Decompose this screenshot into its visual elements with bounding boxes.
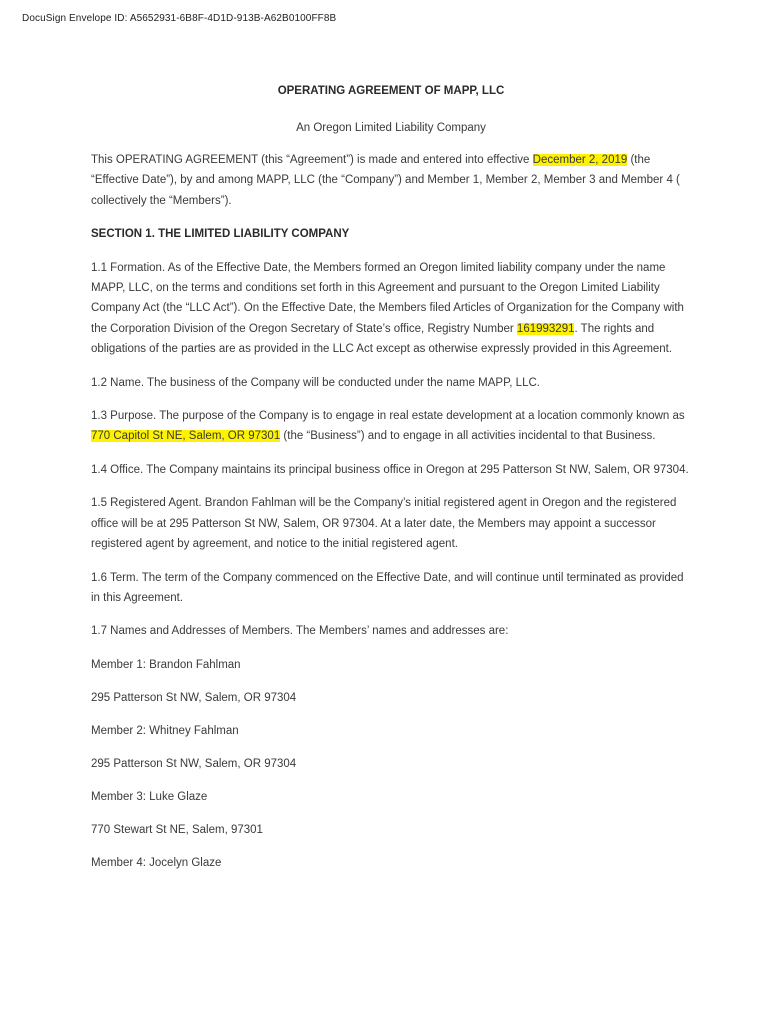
member-4-name: Member 4: Jocelyn Glaze [91,856,222,869]
clause-1-3-post: (the “Business”) and to engage in all activities incidental to that Business. [280,430,656,443]
document-subtitle: An Oregon Limited Liability Company [296,122,486,134]
member-1-address: 295 Patterson St NW, Salem, OR 97304 [91,691,297,704]
clause-1-1-post: . The rights and obligations of the parties are as provided in the LLC Act except as otherwise expressly provided in this Agreement. [91,322,673,356]
clause-1-7: 1.7 Names and Addresses of Members. The Members’ names and addresses are: [91,625,509,638]
intro-paragraph [91,150,691,211]
clause-1-2: 1.2 Name. The business of the Company will be conducted under the name MAPP, LLC. [91,376,540,389]
envelope-id: DocuSign Envelope ID: A5652931-6B8F-4D1D-913B-A62B0100FF8B [22,13,337,24]
intro-pre: This OPERATING AGREEMENT (this “Agreement”) is made and entered into effective [91,154,533,166]
member-2-address: 295 Patterson St NW, Salem, OR 97304 [91,757,297,770]
clause-1-4: 1.4 Office. The Company maintains its principal business office in Oregon at 295 Patterson St NW, Salem, OR 97304. [91,463,689,476]
clause-1-6: 1.6 Term. The term of the Company commenced on the Effective Date, and will continue until terminated as provided in this Agreement. [91,571,684,604]
clause-1-5: 1.5 Registered Agent. Brandon Fahlman will be the Company’s initial registered agent in Oregon and the registered office will be at 295 Patterson St NW, Salem, OR 97304. At a later date, the Members may appoint a successor registered agent by agreement, and notice to the initial registered agent. [91,497,677,551]
clause-1-1 [91,258,691,360]
registry-number-highlight: 161993291 [516,322,575,335]
clause-1-1-pre: 1.1 Formation. As of the Effective Date, the Members formed an Oregon limited liability company under the name MAPP, LLC, on the terms and conditions set forth in this Agreement and pursuant to the Oregon Limited Liability Company Act (the “LLC Act”). On the Effective Date, the Members filed Articles of Organization for the Company with the Corporation Division of the Oregon Secretary of State’s office, Registry Number [91,261,684,335]
member-2-name: Member 2: Whitney Fahlman [91,724,239,737]
member-3-address: 770 Stewart St NE, Salem, 97301 [91,823,263,836]
document-body [91,82,691,886]
intro-post: (the “Effective Date”), by and among MAPP, LLC (the “Company”) and Member 1, Member 2, Member 3 and Member 4 ( collectively the “Members”). [91,154,680,207]
member-3-name: Member 3: Luke Glaze [91,790,208,803]
section-1-heading: SECTION 1. THE LIMITED LIABILITY COMPANY [91,228,350,241]
member-1-name: Member 1: Brandon Fahlman [91,658,241,671]
document-title: OPERATING AGREEMENT OF MAPP, LLC [277,85,505,97]
effective-date-highlight: December 2, 2019 [532,154,628,166]
business-address-highlight: 770 Capitol St NE, Salem, OR 97301 [91,430,281,443]
clause-1-3 [91,406,691,447]
clause-1-3-pre: 1.3 Purpose. The purpose of the Company is to engage in real estate development at a location commonly known as [91,410,685,423]
